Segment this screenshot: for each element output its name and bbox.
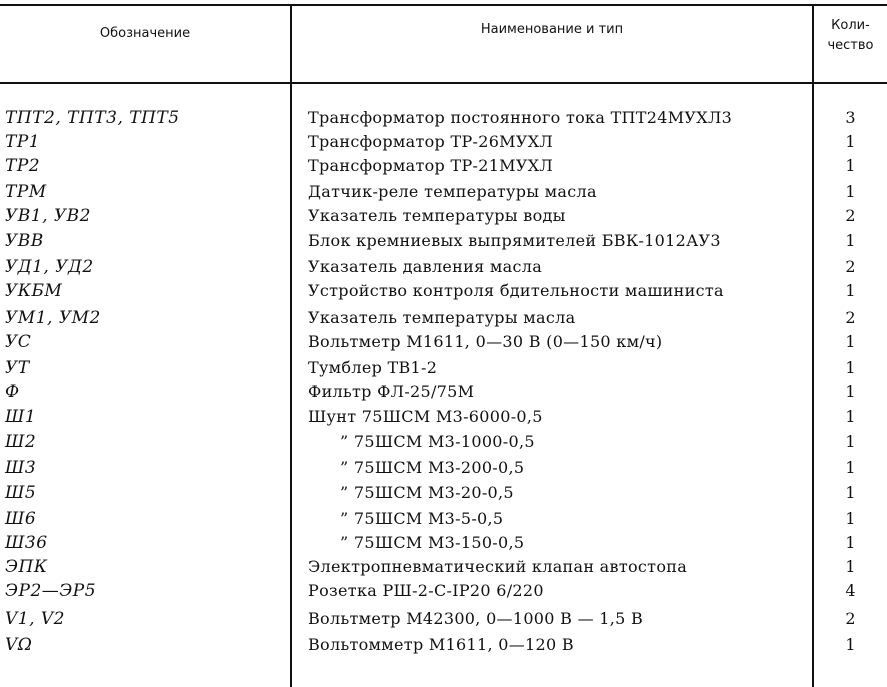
quantity-cell: 1 xyxy=(845,407,856,426)
designation-cell: Ш2 xyxy=(5,432,37,452)
quantity-cell: 3 xyxy=(845,108,856,127)
header-name-type: Наименование и тип xyxy=(480,22,624,37)
table-row xyxy=(0,432,887,457)
quantity-cell: 1 xyxy=(845,635,856,654)
name-type-cell: Датчик-реле температуры масла xyxy=(308,182,597,201)
header-bottom-rule xyxy=(0,82,887,84)
designation-cell: ТПТ2, ТПТ3, ТПТ5 xyxy=(5,108,180,128)
header-designation: Обозначение xyxy=(99,26,191,41)
quantity-cell: 2 xyxy=(845,257,856,276)
header-quantity-line2: чество xyxy=(827,38,874,53)
header-quantity xyxy=(814,16,887,56)
quantity-cell: 2 xyxy=(845,308,856,327)
table-row xyxy=(0,407,887,432)
quantity-cell: 1 xyxy=(845,231,856,250)
designation-cell: ЭПК xyxy=(5,557,48,577)
quantity-cell: 1 xyxy=(845,509,856,528)
name-type-cell: Указатель давления масла xyxy=(308,257,543,276)
table-row xyxy=(0,257,887,282)
quantity-cell: 1 xyxy=(845,156,856,175)
table-row xyxy=(0,281,887,306)
designation-cell: Ш3 xyxy=(5,458,37,478)
designation-cell: УВ1, УВ2 xyxy=(5,206,91,226)
quantity-cell: 1 xyxy=(845,182,856,201)
quantity-cell: 1 xyxy=(845,332,856,351)
designation-cell: ТР2 xyxy=(5,156,41,176)
designation-cell: УД1, УД2 xyxy=(5,257,94,277)
designation-cell: УТ xyxy=(5,358,30,378)
designation-cell: Ш36 xyxy=(5,533,48,553)
quantity-cell: 1 xyxy=(845,533,856,552)
name-type-cell: Вольтомметр М1611, 0—120 В xyxy=(308,635,574,654)
name-type-cell: Блок кремниевых выпрямителей БВК-1012АУ3 xyxy=(308,231,721,250)
quantity-cell: 1 xyxy=(845,358,856,377)
table-row xyxy=(0,635,887,660)
quantity-cell: 1 xyxy=(845,281,856,300)
quantity-cell: 1 xyxy=(845,132,856,151)
table-row xyxy=(0,581,887,606)
table-row xyxy=(0,206,887,231)
table-row xyxy=(0,483,887,508)
quantity-cell: 2 xyxy=(845,206,856,225)
table-row xyxy=(0,332,887,357)
table-row xyxy=(0,458,887,483)
quantity-cell: 1 xyxy=(845,458,856,477)
designation-cell: Ш1 xyxy=(5,407,37,427)
designation-cell: Ш5 xyxy=(5,483,37,503)
designation-cell: ТР1 xyxy=(5,132,41,152)
designation-cell: УС xyxy=(5,332,32,352)
table-row xyxy=(0,182,887,207)
name-type-cell: Вольтметр М42300, 0—1000 В — 1,5 В xyxy=(308,609,644,628)
name-type-cell: ” 75ШСМ М3-1000-0,5 xyxy=(340,432,535,451)
table-row xyxy=(0,231,887,256)
name-type-cell: Шунт 75ШСМ М3-6000-0,5 xyxy=(308,407,543,426)
name-type-cell: ” 75ШСМ М3-150-0,5 xyxy=(340,533,525,552)
name-type-cell: Электропневматический клапан автостопа xyxy=(308,557,688,576)
header-quantity-line1: Коли- xyxy=(831,18,870,33)
table-row xyxy=(0,156,887,181)
name-type-cell: ” 75ШСМ М3-200-0,5 xyxy=(340,458,525,477)
name-type-cell: ” 75ШСМ М3-20-0,5 xyxy=(340,483,514,502)
table-row xyxy=(0,382,887,407)
table-row xyxy=(0,557,887,582)
table-top-rule xyxy=(0,4,887,6)
table-row xyxy=(0,533,887,558)
designation-cell: V1, V2 xyxy=(5,609,65,629)
name-type-cell: Тумблер ТВ1-2 xyxy=(308,358,438,377)
designation-cell: Ф xyxy=(5,382,20,402)
table-row xyxy=(0,609,887,634)
quantity-cell: 1 xyxy=(845,432,856,451)
designation-cell: УМ1, УМ2 xyxy=(5,308,101,328)
designation-cell: УКБМ xyxy=(5,281,63,301)
table-row xyxy=(0,308,887,333)
table-row xyxy=(0,358,887,383)
quantity-cell: 1 xyxy=(845,557,856,576)
name-type-cell: ” 75ШСМ М3-5-0,5 xyxy=(340,509,504,528)
quantity-cell: 2 xyxy=(845,609,856,628)
designation-cell: VΩ xyxy=(5,635,33,655)
name-type-cell: Устройство контроля бдительности машиниста xyxy=(308,281,724,300)
quantity-cell: 4 xyxy=(845,581,856,600)
designation-cell: ТРМ xyxy=(5,182,47,202)
name-type-cell: Вольтметр М1611, 0—30 В (0—150 км/ч) xyxy=(308,332,663,351)
name-type-cell: Трансформатор ТР-26МУХЛ xyxy=(308,132,554,151)
name-type-cell: Розетка РШ-2-С-IP20 6/220 xyxy=(308,581,544,600)
name-type-cell: Указатель температуры масла xyxy=(308,308,576,327)
name-type-cell: Указатель температуры воды xyxy=(308,206,566,225)
designation-cell: ЭР2—ЭР5 xyxy=(5,581,97,601)
table-row xyxy=(0,509,887,534)
designation-cell: УВВ xyxy=(5,231,44,251)
designation-cell: Ш6 xyxy=(5,509,37,529)
table-row xyxy=(0,132,887,157)
name-type-cell: Трансформатор постоянного тока ТПТ24МУХЛ3 xyxy=(308,108,733,127)
quantity-cell: 1 xyxy=(845,382,856,401)
quantity-cell: 1 xyxy=(845,483,856,502)
table-row xyxy=(0,108,887,133)
name-type-cell: Трансформатор ТР-21МУХЛ xyxy=(308,156,554,175)
name-type-cell: Фильтр ФЛ-25/75М xyxy=(308,382,475,401)
